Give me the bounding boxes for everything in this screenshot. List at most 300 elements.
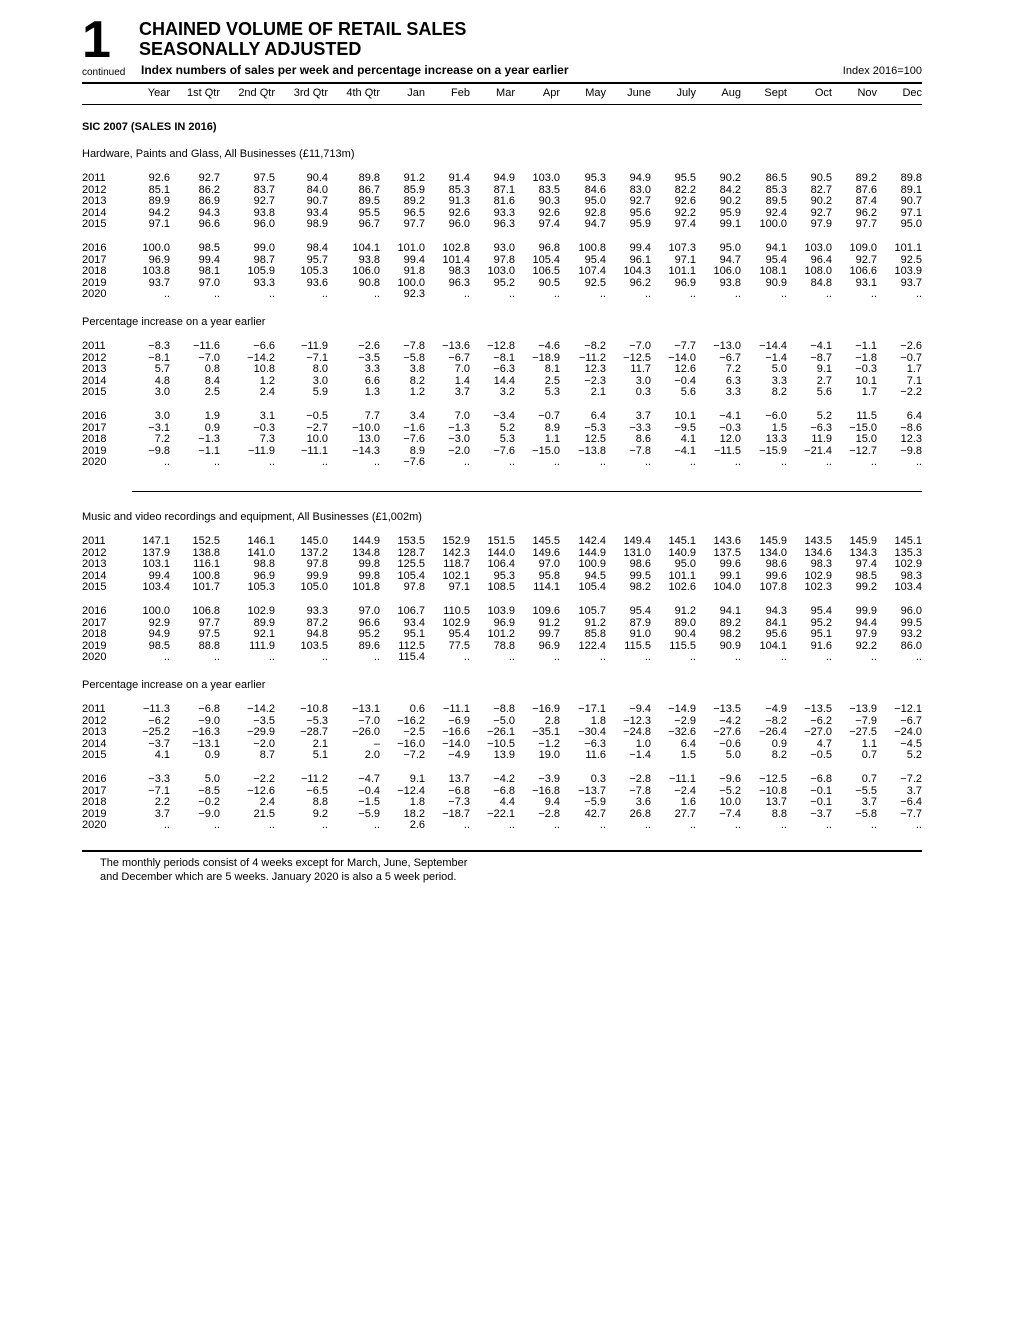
row-year: 2015: [82, 749, 107, 762]
table-cell: 93.0: [493, 241, 515, 254]
continued-label: continued: [82, 67, 126, 78]
table-cell: ..: [870, 288, 877, 301]
table-cell: 95.0: [674, 558, 696, 571]
table-cell: −2.2: [900, 386, 922, 399]
table-cell: 138.8: [192, 546, 220, 559]
row-year: 2017: [82, 253, 107, 266]
table-cell: 105.3: [300, 265, 328, 278]
table-cell: 109.6: [532, 604, 560, 617]
table-cell: 86.5: [765, 172, 787, 184]
section-divider: [132, 491, 922, 492]
table-cell: 83.5: [538, 183, 560, 196]
row-year: 2016: [82, 604, 107, 617]
table-cell: 13.7: [765, 796, 787, 809]
table-cell: ..: [508, 288, 515, 301]
table-cell: 98.6: [629, 558, 651, 571]
table-cell: 145.0: [300, 535, 328, 547]
column-header: Apr: [542, 87, 560, 99]
table-cell: 8.7: [259, 749, 275, 762]
table-cell: 142.3: [442, 546, 470, 559]
table-cell: −11.6: [192, 340, 220, 352]
table-cell: 115.5: [624, 639, 651, 652]
table-cell: 102.1: [442, 569, 470, 582]
table-cell: 86.7: [358, 183, 380, 196]
table-cell: 88.8: [198, 639, 220, 652]
table-cell: ..: [689, 288, 696, 301]
table-cell: 89.0: [674, 616, 696, 629]
table-cell: 106.4: [487, 558, 515, 571]
row-year: 2013: [82, 558, 107, 571]
table-cell: 108.5: [487, 581, 515, 594]
table-cell: ..: [321, 288, 328, 301]
table-cell: 3.7: [635, 409, 651, 422]
table-cell: 90.4: [306, 172, 328, 184]
table-cell: ..: [508, 651, 515, 664]
table-cell: 0.7: [861, 772, 877, 785]
table-cell: 96.3: [493, 218, 515, 231]
table-cell: 144.0: [487, 546, 515, 559]
section-1-pct-table: [82, 341, 922, 469]
table-cell: −4.2: [719, 714, 741, 727]
table-cell: 97.7: [198, 616, 220, 629]
table-cell: 100.8: [578, 241, 606, 254]
table-cell: −5.0: [493, 714, 515, 727]
table-cell: −11.9: [247, 444, 275, 457]
section-2-index-table: [82, 536, 922, 664]
table-cell: 149.6: [532, 546, 560, 559]
table-cell: −7.6: [403, 456, 425, 469]
table-cell: −15.0: [849, 421, 877, 434]
table-cell: 112.5: [398, 639, 425, 652]
table-cell: 89.2: [403, 195, 425, 208]
table-cell: −26.0: [352, 726, 380, 739]
table-cell: 105.3: [247, 581, 275, 594]
row-year: 2018: [82, 796, 107, 809]
table-cell: 97.8: [306, 558, 328, 571]
table-cell: 141.0: [247, 546, 275, 559]
table-cell: 93.8: [253, 206, 275, 219]
table-cell: −5.9: [584, 796, 606, 809]
table-cell: 96.0: [900, 604, 922, 617]
table-cell: 98.5: [148, 639, 170, 652]
table-cell: 90.5: [538, 276, 560, 289]
row-year: 2015: [82, 386, 107, 399]
table-cell: −8.2: [584, 340, 606, 352]
table-cell: 1.0: [635, 737, 651, 750]
table-cell: 93.8: [719, 276, 741, 289]
table-cell: −18.7: [442, 807, 470, 820]
table-cell: −6.3: [584, 737, 606, 750]
row-year: 2012: [82, 546, 107, 559]
table-cell: −0.7: [538, 409, 560, 422]
table-cell: 21.5: [253, 807, 275, 820]
table-cell: −1.6: [403, 421, 425, 434]
table-cell: 14.4: [493, 374, 515, 387]
row-year: 2012: [82, 351, 107, 364]
table-cell: −0.3: [855, 363, 877, 376]
table-cell: −17.1: [578, 703, 606, 715]
table-cell: 13.0: [358, 433, 380, 446]
table-cell: −2.7: [306, 421, 328, 434]
table-cell: 3.0: [635, 374, 651, 387]
table-cell: 85.9: [403, 183, 425, 196]
table-row: [82, 629, 922, 641]
section-2-pct-label: Percentage increase on a year earlier: [82, 679, 266, 691]
table-cell: −11.3: [142, 703, 170, 715]
row-year: 2014: [82, 569, 107, 582]
table-cell: 95.2: [493, 276, 515, 289]
table-cell: −14.9: [668, 703, 696, 715]
table-cell: −5.8: [855, 807, 877, 820]
table-cell: −9.0: [198, 807, 220, 820]
table-cell: 103.9: [487, 604, 515, 617]
table-cell: 96.1: [629, 253, 651, 266]
table-cell: 92.1: [253, 628, 275, 641]
table-cell: 5.9: [312, 386, 328, 399]
table-cell: −8.6: [900, 421, 922, 434]
table-cell: 147.1: [142, 535, 170, 547]
table-cell: −6.5: [306, 784, 328, 797]
table-cell: 1.8: [409, 796, 425, 809]
table-cell: ..: [213, 651, 220, 664]
table-cell: ..: [734, 651, 741, 664]
table-cell: 95.4: [629, 604, 651, 617]
row-year: 2013: [82, 363, 107, 376]
table-cell: 97.1: [674, 253, 696, 266]
table-cell: 103.5: [300, 639, 328, 652]
table-row: [82, 341, 922, 353]
table-cell: 95.4: [810, 604, 832, 617]
table-cell: 5.6: [816, 386, 832, 399]
table-cell: 4.1: [680, 433, 696, 446]
table-cell: 105.9: [247, 265, 275, 278]
table-cell: 92.6: [448, 206, 470, 219]
table-cell: −2.8: [538, 807, 560, 820]
table-cell: 96.6: [198, 218, 220, 231]
table-cell: −35.1: [532, 726, 560, 739]
table-cell: 94.7: [719, 253, 741, 266]
table-cell: 2.0: [364, 749, 380, 762]
table-cell: −14.3: [352, 444, 380, 457]
table-cell: 86.0: [900, 639, 922, 652]
table-cell: 0.9: [771, 737, 787, 750]
table-cell: −12.1: [894, 703, 922, 715]
table-cell: 3.1: [259, 409, 275, 422]
table-cell: 87.6: [855, 183, 877, 196]
table-cell: −16.6: [442, 726, 470, 739]
table-cell: 0.8: [204, 363, 220, 376]
table-cell: ..: [599, 651, 606, 664]
table-cell: ..: [644, 819, 651, 832]
table-cell: −1.4: [765, 351, 787, 364]
table-cell: ..: [644, 651, 651, 664]
table-cell: 104.1: [352, 241, 380, 254]
table-cell: 99.6: [765, 569, 787, 582]
table-cell: 125.5: [397, 558, 425, 571]
table-cell: −27.5: [849, 726, 877, 739]
table-cell: 103.8: [142, 265, 170, 278]
table-cell: −1.3: [198, 433, 220, 446]
table-cell: −7.0: [629, 340, 651, 352]
row-year: 2017: [82, 784, 107, 797]
table-cell: 93.4: [403, 616, 425, 629]
table-cell: −7.2: [900, 772, 922, 785]
table-cell: ..: [213, 456, 220, 469]
table-cell: 91.4: [448, 172, 470, 184]
table-cell: 96.2: [629, 276, 651, 289]
table-cell: 89.2: [855, 172, 877, 184]
table-cell: −6.6: [253, 340, 275, 352]
table-cell: 92.7: [198, 172, 220, 184]
table-cell: 102.8: [442, 241, 470, 254]
table-cell: −2.4: [674, 784, 696, 797]
table-cell: 105.4: [532, 253, 560, 266]
table-cell: −6.8: [493, 784, 515, 797]
table-cell: −7.7: [900, 807, 922, 820]
table-cell: 102.9: [894, 558, 922, 571]
table-row: [82, 820, 922, 832]
table-cell: −0.1: [810, 796, 832, 809]
table-cell: ..: [915, 288, 922, 301]
table-cell: −14.4: [759, 340, 787, 352]
table-cell: 97.8: [403, 581, 425, 594]
table-cell: 90.4: [674, 628, 696, 641]
table-cell: −10.8: [759, 784, 787, 797]
table-cell: 134.0: [759, 546, 787, 559]
table-cell: 134.6: [804, 546, 832, 559]
table-cell: ..: [321, 819, 328, 832]
table-cell: −13.9: [849, 703, 877, 715]
table-cell: −6.8: [810, 772, 832, 785]
table-cell: ..: [268, 651, 275, 664]
table-cell: 91.2: [674, 604, 696, 617]
table-cell: −6.8: [448, 784, 470, 797]
table-cell: −3.4: [493, 409, 515, 422]
table-cell: 106.5: [532, 265, 560, 278]
table-cell: ..: [508, 819, 515, 832]
table-cell: 144.9: [352, 535, 380, 547]
table-cell: 19.0: [538, 749, 560, 762]
table-cell: −4.1: [810, 340, 832, 352]
table-cell: 152.9: [442, 535, 470, 547]
table-cell: −9.4: [629, 703, 651, 715]
table-cell: 97.8: [493, 253, 515, 266]
table-cell: ..: [268, 288, 275, 301]
table-cell: 77.5: [448, 639, 470, 652]
table-cell: 9.2: [312, 807, 328, 820]
table-cell: 7.0: [454, 363, 470, 376]
table-cell: −0.4: [674, 374, 696, 387]
table-cell: 89.5: [765, 195, 787, 208]
table-cell: 105.0: [300, 581, 328, 594]
row-year: 2016: [82, 241, 107, 254]
table-cell: 97.9: [810, 218, 832, 231]
table-cell: 8.6: [635, 433, 651, 446]
table-row: [82, 809, 922, 821]
table-row: [82, 797, 922, 809]
table-cell: 149.4: [623, 535, 651, 547]
table-cell: −3.9: [538, 772, 560, 785]
top-rule: [82, 82, 922, 84]
table-cell: 134.8: [352, 546, 380, 559]
table-cell: 91.8: [403, 265, 425, 278]
table-cell: 95.9: [719, 206, 741, 219]
table-cell: 134.3: [849, 546, 877, 559]
table-cell: 102.9: [804, 569, 832, 582]
table-cell: −12.5: [759, 772, 787, 785]
table-cell: ..: [915, 456, 922, 469]
table-cell: 84.8: [810, 276, 832, 289]
table-cell: −3.5: [253, 714, 275, 727]
table-cell: −9.8: [148, 444, 170, 457]
table-cell: −3.7: [148, 737, 170, 750]
table-cell: 99.1: [719, 218, 741, 231]
table-cell: 97.4: [538, 218, 560, 231]
table-cell: 92.5: [584, 276, 606, 289]
row-year: 2016: [82, 772, 107, 785]
table-cell: 89.8: [358, 172, 380, 184]
row-year: 2012: [82, 183, 107, 196]
table-cell: −12.7: [849, 444, 877, 457]
table-cell: 116.1: [193, 558, 220, 571]
table-cell: 143.5: [804, 535, 832, 547]
table-cell: 97.4: [674, 218, 696, 231]
table-cell: −9.8: [900, 444, 922, 457]
table-cell: −5.2: [719, 784, 741, 797]
table-cell: ..: [553, 819, 560, 832]
table-cell: 99.7: [538, 628, 560, 641]
table-cell: 2.7: [816, 374, 832, 387]
table-row: [82, 446, 922, 458]
table-cell: ..: [734, 288, 741, 301]
table-row: [82, 536, 922, 548]
table-cell: 94.9: [629, 172, 651, 184]
table-cell: 82.2: [674, 183, 696, 196]
table-cell: 96.7: [358, 218, 380, 231]
table-cell: 6.4: [680, 737, 696, 750]
table-cell: ..: [373, 819, 380, 832]
table-cell: 101.8: [352, 581, 380, 594]
table-cell: ..: [599, 456, 606, 469]
section-1-index-table: [82, 173, 922, 301]
table-cell: 81.6: [493, 195, 515, 208]
table-cell: 100.0: [142, 604, 170, 617]
table-cell: 94.5: [584, 569, 606, 582]
table-cell: 3.7: [906, 784, 922, 797]
table-cell: 93.4: [306, 206, 328, 219]
table-cell: 95.2: [358, 628, 380, 641]
table-cell: 137.2: [300, 546, 328, 559]
table-cell: ..: [689, 651, 696, 664]
table-cell: 98.6: [765, 558, 787, 571]
table-cell: 92.7: [855, 253, 877, 266]
row-year: 2019: [82, 807, 107, 820]
table-cell: −4.7: [358, 772, 380, 785]
table-cell: 3.7: [154, 807, 170, 820]
table-cell: −2.2: [253, 772, 275, 785]
table-cell: 106.0: [713, 265, 741, 278]
table-cell: 146.1: [247, 535, 275, 547]
table-cell: −8.1: [493, 351, 515, 364]
table-cell: −26.1: [487, 726, 515, 739]
table-row: [82, 774, 922, 786]
table-cell: 3.3: [364, 363, 380, 376]
table-cell: ..: [780, 651, 787, 664]
table-cell: −6.7: [900, 714, 922, 727]
table-cell: 10.0: [306, 433, 328, 446]
table-cell: 101.0: [397, 241, 425, 254]
column-header: Sept: [764, 87, 787, 99]
table-cell: 122.4: [578, 639, 606, 652]
table-cell: −12.8: [487, 340, 515, 352]
table-cell: ..: [870, 456, 877, 469]
column-header: 1st Qtr: [186, 87, 220, 99]
table-cell: 99.0: [253, 241, 275, 254]
table-cell: ..: [599, 288, 606, 301]
table-cell: −2.9: [674, 714, 696, 727]
header-row: [82, 88, 922, 100]
table-cell: 115.5: [669, 639, 696, 652]
table-cell: 3.4: [409, 409, 425, 422]
table-cell: −10.8: [300, 703, 328, 715]
table-cell: −13.8: [578, 444, 606, 457]
table-cell: −2.8: [629, 772, 651, 785]
table-cell: −7.6: [493, 444, 515, 457]
table-cell: 96.9: [148, 253, 170, 266]
table-cell: 5.0: [725, 749, 741, 762]
table-cell: 97.0: [538, 558, 560, 571]
column-headers: [82, 88, 922, 100]
table-cell: 84.2: [719, 183, 741, 196]
table-cell: −7.8: [629, 444, 651, 457]
table-row: [82, 641, 922, 653]
table-cell: −0.2: [198, 796, 220, 809]
table-cell: 0.3: [635, 386, 651, 399]
table-cell: 143.6: [713, 535, 741, 547]
table-cell: 96.9: [674, 276, 696, 289]
table-cell: 98.5: [198, 241, 220, 254]
table-cell: −13.1: [192, 737, 220, 750]
table-cell: −13.0: [713, 340, 741, 352]
table-cell: 89.1: [900, 183, 922, 196]
table-cell: 94.3: [198, 206, 220, 219]
table-cell: 87.1: [493, 183, 515, 196]
table-cell: −3.3: [629, 421, 651, 434]
table-cell: 83.0: [629, 183, 651, 196]
table-cell: 7.7: [364, 409, 380, 422]
table-cell: 1.5: [680, 749, 696, 762]
table-cell: −4.9: [765, 703, 787, 715]
table-cell: 90.5: [810, 172, 832, 184]
table-cell: 1.7: [861, 386, 877, 399]
table-cell: 99.8: [358, 569, 380, 582]
table-cell: 0.7: [861, 749, 877, 762]
table-cell: −6.3: [810, 421, 832, 434]
table-cell: 13.9: [493, 749, 515, 762]
table-cell: 89.9: [148, 195, 170, 208]
table-cell: −5.5: [855, 784, 877, 797]
table-cell: 137.5: [713, 546, 741, 559]
table-cell: 106.7: [397, 604, 425, 617]
table-cell: −15.9: [759, 444, 787, 457]
table-cell: 94.9: [148, 628, 170, 641]
table-cell: −2.0: [253, 737, 275, 750]
table-cell: 5.0: [771, 363, 787, 376]
table-cell: 10.1: [674, 409, 696, 422]
table-cell: 9.4: [544, 796, 560, 809]
table-cell: 103.0: [804, 241, 832, 254]
footnote-line1: The monthly periods consist of 4 weeks except for March, June, September: [100, 857, 468, 869]
